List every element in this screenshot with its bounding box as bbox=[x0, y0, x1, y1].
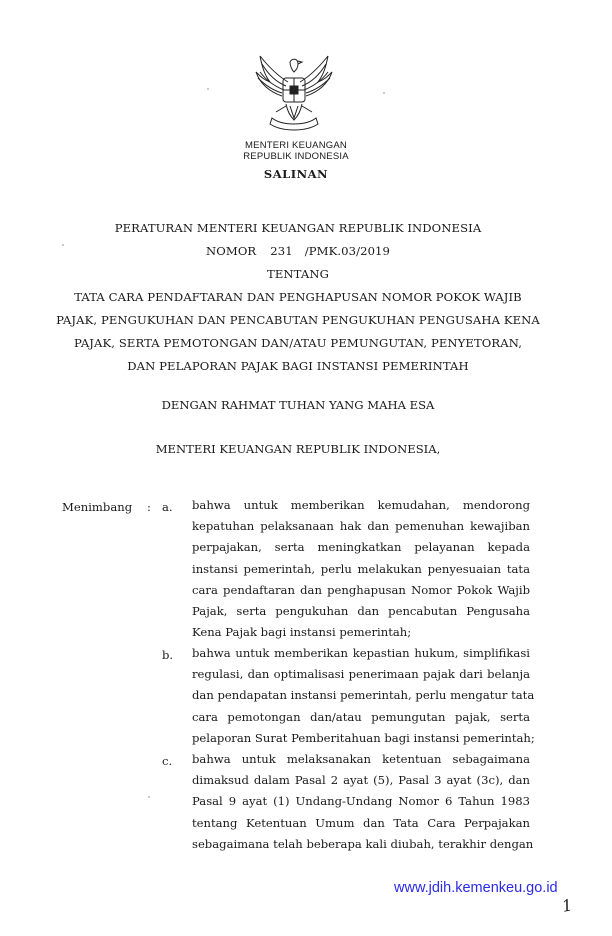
garuda-emblem-icon bbox=[252, 52, 336, 138]
text-line: tentang Ketentuan Umum dan Tata Cara Perpajakan bbox=[192, 815, 530, 830]
consideration-b bbox=[192, 643, 535, 749]
text-line: perpajakan, serta meningkatkan pelayanan kepada bbox=[192, 540, 530, 555]
page-number-mark: 1 bbox=[560, 895, 575, 916]
rahmat-line: DENGAN RAHMAT TUHAN YANG MAHA ESA bbox=[161, 398, 435, 412]
text-line: dimaksud dalam Pasal 2 ayat (5), Pasal 3 ayat (3c), dan bbox=[192, 773, 530, 788]
text-line: Pasal 9 ayat (1) Undang-Undang Nomor 6 Tahun 1983 bbox=[192, 794, 530, 809]
text-line: instansi pemerintah, perlu melakukan penyesuaian tata bbox=[192, 561, 530, 576]
menimbang-label: Menimbang bbox=[62, 500, 133, 514]
menimbang-colon: : bbox=[147, 500, 151, 514]
ministry-header-line1: MENTERI KEUANGAN bbox=[245, 140, 347, 151]
item-letter-c: c. bbox=[162, 754, 173, 768]
menteri-line: MENTERI KEUANGAN REPUBLIK INDONESIA, bbox=[155, 442, 441, 456]
text-line: regulasi, dan optimalisasi penerimaan pajak dari belanja bbox=[192, 667, 530, 682]
jdih-website-link[interactable]: www.jdih.kemenkeu.go.id bbox=[394, 880, 558, 896]
text-line: bahwa untuk memberikan kemudahan, mendorong bbox=[192, 498, 530, 512]
text-line: cara pemotongan dan/atau pemungutan pajak, serta bbox=[192, 709, 530, 724]
subject-line-3: PAJAK, SERTA PEMOTONGAN DAN/ATAU PEMUNGUTAN, PENYETORAN, bbox=[74, 336, 522, 350]
nomor-number: 231 bbox=[270, 244, 293, 258]
text-line: pelaporan Surat Pemberitahuan bagi instansi pemerintah; bbox=[192, 730, 535, 745]
scan-speck bbox=[383, 92, 385, 94]
ministry-header-line2: REPUBLIK INDONESIA bbox=[243, 151, 349, 162]
subject-line-2: PAJAK, PENGUKUHAN DAN PENCABUTAN PENGUKUHAN PENGUSAHA KENA bbox=[56, 313, 540, 327]
subject-line-1: TATA CARA PENDAFTARAN DAN PENGHAPUSAN NOMOR POKOK WAJIB bbox=[74, 290, 522, 304]
text-line: bahwa untuk memberikan kepastian hukum, simplifikasi bbox=[192, 646, 530, 660]
scan-speck bbox=[148, 796, 150, 798]
nomor-label: NOMOR bbox=[206, 244, 257, 258]
item-letter-a: a. bbox=[162, 500, 173, 514]
item-letter-b: b. bbox=[162, 648, 174, 662]
text-line: sebagaimana telah beberapa kali diubah, terakhir dengan bbox=[192, 836, 534, 851]
text-line: Pajak, serta pengukuhan dan pencabutan Pengusaha bbox=[192, 603, 530, 618]
text-line: kepatuhan pelaksanaan hak dan pemenuhan kewajiban bbox=[192, 519, 530, 534]
consideration-a bbox=[192, 495, 530, 643]
scan-speck bbox=[207, 88, 209, 90]
text-line: bahwa untuk melaksanakan ketentuan sebagaimana bbox=[192, 752, 530, 766]
regulation-title: PERATURAN MENTERI KEUANGAN REPUBLIK INDONESIA bbox=[114, 221, 482, 235]
text-line: Kena Pajak bagi instansi pemerintah; bbox=[192, 625, 412, 640]
subject-line-4: DAN PELAPORAN PAJAK BAGI INSTANSI PEMERINTAH bbox=[127, 359, 469, 373]
tentang-label: TENTANG bbox=[267, 267, 329, 281]
consideration-c bbox=[192, 749, 534, 855]
nomor-suffix: /PMK.03/2019 bbox=[304, 244, 390, 258]
text-line: dan pendapatan instansi pemerintah, perlu mengatur tata bbox=[192, 688, 535, 703]
text-line: cara pendaftaran dan penghapusan Nomor Pokok Wajib bbox=[192, 582, 530, 597]
regulation-number bbox=[0, 244, 604, 258]
copy-label: SALINAN bbox=[263, 167, 329, 181]
scan-speck bbox=[62, 244, 64, 246]
